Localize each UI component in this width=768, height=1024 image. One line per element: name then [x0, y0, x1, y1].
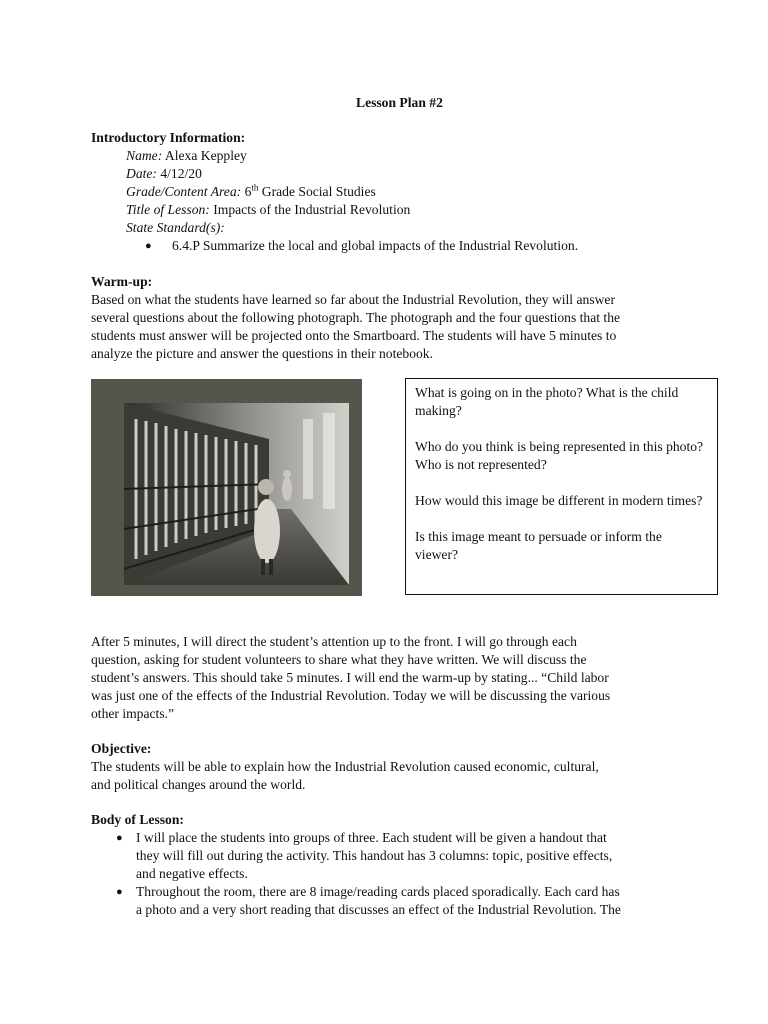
body-bullet-line: and negative effects. — [136, 866, 248, 881]
state-standard-item: 6.4.P Summarize the local and global impacts of the Industrial Revolution. — [172, 238, 579, 253]
bullet-icon: ● — [145, 240, 152, 252]
body-heading: Body of Lesson: — [91, 812, 184, 827]
objective-heading: Objective: — [91, 741, 152, 756]
body-bullet-line: Throughout the room, there are 8 image/reading cards placed sporadically. Each card has — [136, 884, 620, 899]
grade-number: 6 — [244, 184, 252, 199]
after-line: other impacts.” — [91, 706, 175, 721]
child-labor-photo — [91, 379, 362, 596]
date-value: 4/12/20 — [160, 166, 202, 181]
warmup-question: How would this image be different in modern times? — [415, 493, 703, 508]
grade-label: Grade/Content Area: — [126, 184, 242, 199]
body-bullet-line: I will place the students into groups of three. Each student will be given a handout that — [136, 830, 607, 845]
bullet-icon: ● — [116, 832, 123, 844]
objective-line: and political changes around the world. — [91, 777, 306, 792]
warmup-line: analyze the picture and answer the questions in their notebook. — [91, 346, 434, 361]
after-line: student’s answers. This should take 5 minutes. I will end the warm-up by stating... “Child labor — [91, 670, 609, 685]
warmup-question: Who do you think is being represented in this photo? Who is not represented? — [415, 439, 704, 472]
after-line: question, asking for student volunteers to share what they have written. We will discuss the — [91, 652, 587, 667]
grade-line — [126, 183, 376, 201]
grade-sup: th — [251, 182, 259, 193]
date-label: Date: — [126, 166, 157, 181]
after-line: After 5 minutes, I will direct the student’s attention up to the front. I will go through each — [91, 634, 577, 649]
warmup-question: What is going on in the photo? What is the child making? — [415, 385, 679, 418]
date-line — [126, 165, 202, 183]
lesson-title-value: Impacts of the Industrial Revolution — [213, 202, 411, 217]
state-standard-label: State Standard(s): — [126, 220, 225, 235]
body-bullet-line: they will fill out during the activity. This handout has 3 columns: topic, positive effects, — [136, 848, 613, 863]
name-line — [126, 147, 247, 165]
after-line: was just one of the effects of the Industrial Revolution. Today we will be discussing the various — [91, 688, 611, 703]
warmup-question: Is this image meant to persuade or inform the viewer? — [415, 529, 662, 562]
intro-heading: Introductory Information: — [91, 130, 246, 145]
warmup-line: several questions about the following photograph. The photograph and the four questions that the — [91, 310, 621, 325]
warmup-line: Based on what the students have learned so far about the Industrial Revolution, they will answer — [91, 292, 615, 307]
bullet-icon: ● — [116, 886, 123, 898]
lesson-title-line — [126, 201, 410, 219]
warmup-questions-box — [405, 378, 718, 595]
warmup-line: students must answer will be projected onto the Smartboard. The students will have 5 minutes to — [91, 328, 617, 343]
page-title: Lesson Plan #2 — [356, 95, 443, 110]
objective-line: The students will be able to explain how the Industrial Revolution caused economic, cultural, — [91, 759, 599, 774]
lesson-title-label: Title of Lesson: — [126, 202, 210, 217]
name-label: Name: — [126, 148, 163, 163]
body-bullet-line: a photo and a very short reading that discusses an effect of the Industrial Revolution. The — [136, 902, 621, 917]
grade-rest: Grade Social Studies — [258, 184, 376, 199]
warmup-heading: Warm-up: — [91, 274, 153, 289]
name-value: Alexa Keppley — [164, 148, 247, 163]
